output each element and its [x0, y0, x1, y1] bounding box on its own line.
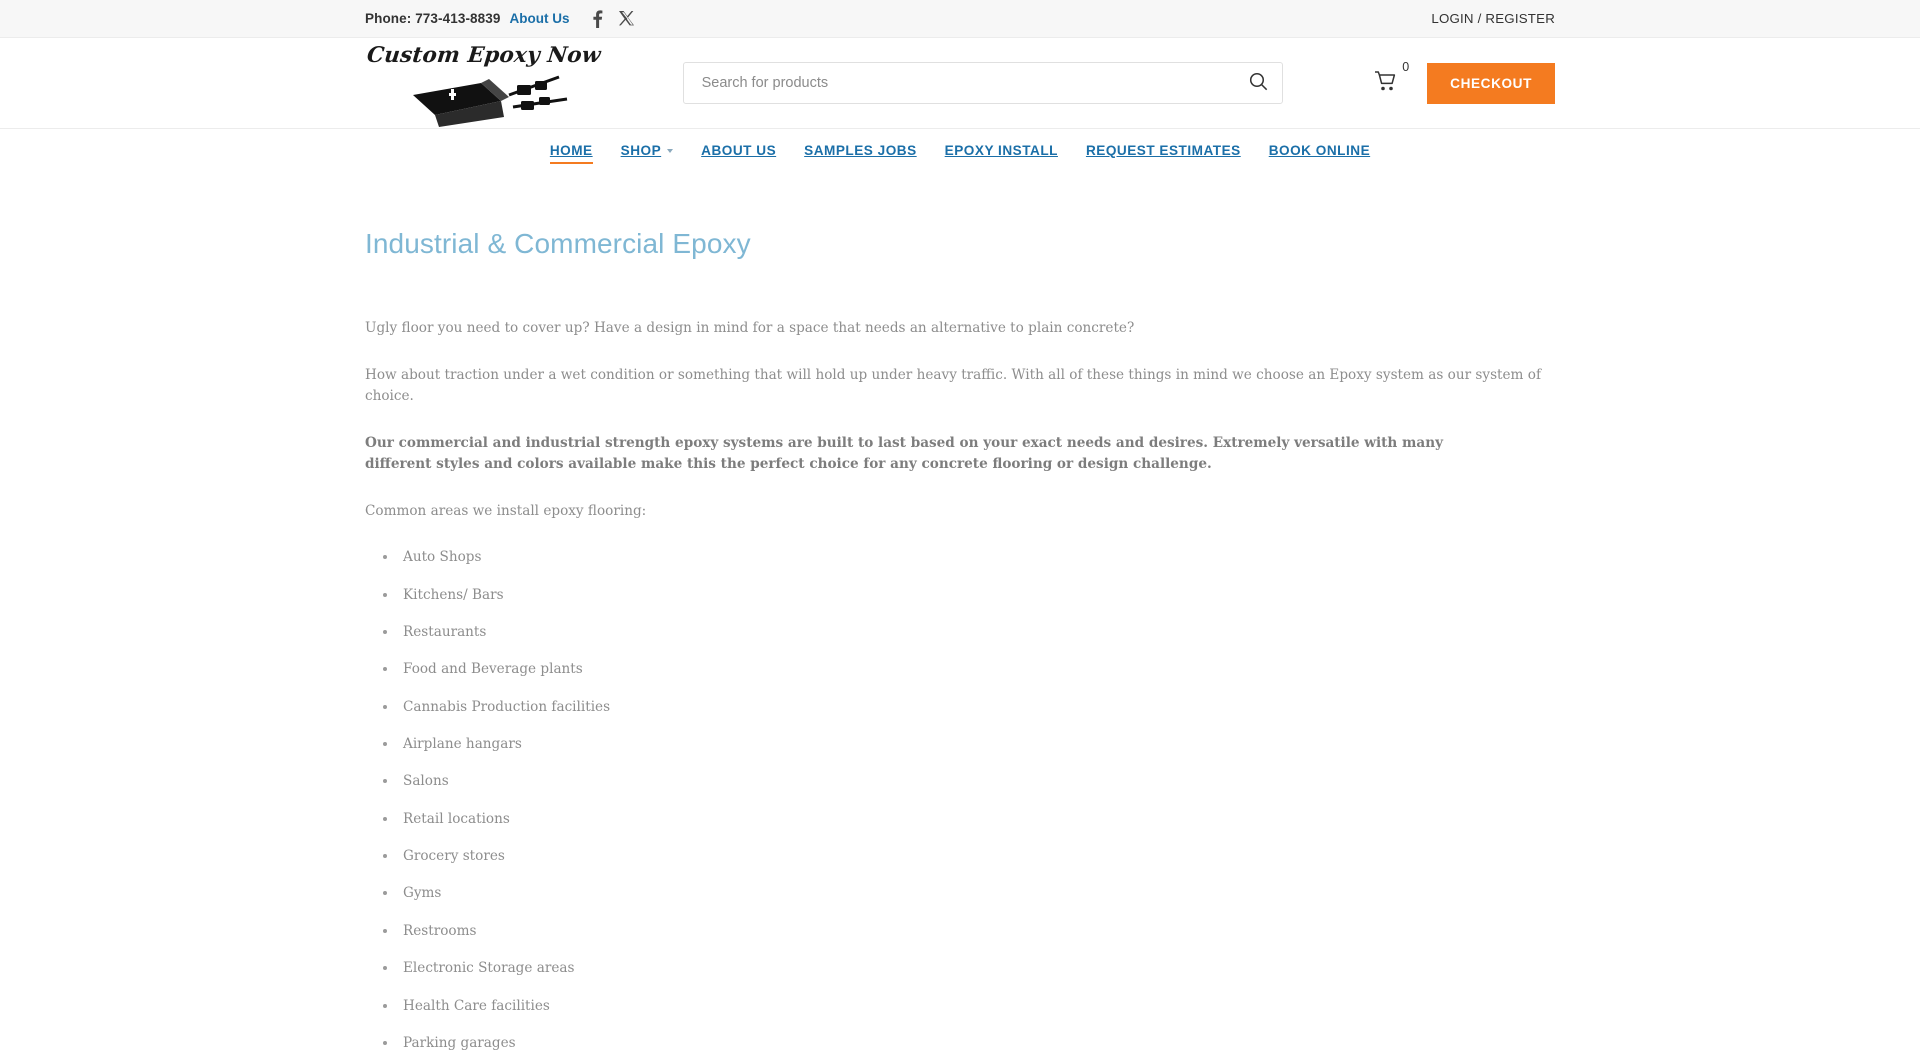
cart-button[interactable]: [1365, 60, 1410, 103]
page-content: [365, 172, 1555, 1052]
list-item: Kitchens/ Bars: [403, 586, 1555, 604]
list-item: Cannabis Production facilities: [403, 698, 1555, 716]
nav-item-home[interactable]: [536, 129, 607, 172]
logo-graphic: [409, 65, 599, 132]
search-input[interactable]: [700, 74, 1247, 92]
nav-item-label: ABOUT US: [701, 143, 777, 158]
page-title: Industrial & Commercial Epoxy: [365, 228, 751, 259]
search-icon: [1249, 72, 1268, 94]
nav-item-epoxy-install[interactable]: [931, 129, 1072, 172]
search-box[interactable]: [683, 62, 1283, 104]
chevron-down-icon: [667, 149, 673, 153]
list-item: Grocery stores: [403, 847, 1555, 865]
list-item: Auto Shops: [403, 548, 1555, 566]
list-item: Health Care facilities: [403, 997, 1555, 1015]
phone-label: Phone: 773-413-8839: [365, 11, 501, 26]
epoxy-areas-list: [365, 548, 1555, 1052]
site-header: [0, 38, 1920, 128]
paragraph-3-highlight: Our commercial and industrial strength epoxy systems are built to last based on your exact needs and desires. Extremely versatile with many different styles and colors available make this the perfect choice for any concrete flooring or design challenge.: [365, 435, 1444, 473]
topbar-about-us-link[interactable]: About Us: [509, 11, 570, 26]
paragraph-2: How about traction under a wet condition or something that will hold up under heavy traffic. With all of these things in mind we choose an Epoxy system as our system of choice.: [365, 367, 1541, 405]
list-item: Retail locations: [403, 810, 1555, 828]
nav-item-label: REQUEST ESTIMATES: [1085, 143, 1241, 158]
search-button[interactable]: [1247, 72, 1270, 94]
nav-item-label: SAMPLES JOBS: [804, 143, 917, 158]
list-item: Restrooms: [403, 922, 1555, 940]
nav-item-label: SHOP: [620, 143, 662, 158]
nav-item-label: HOME: [549, 143, 593, 158]
nav-item-about-us[interactable]: [687, 129, 790, 172]
page-body: [365, 318, 1555, 1052]
cart-count-badge: 0: [1402, 60, 1410, 74]
logo-wordmark: Custom Epoxy Now: [365, 43, 602, 68]
nav-item-shop[interactable]: [607, 129, 688, 172]
nav-item-book-online[interactable]: [1255, 129, 1384, 172]
list-item: Airplane hangars: [403, 735, 1555, 753]
site-logo[interactable]: [365, 39, 600, 127]
list-item: Food and Beverage plants: [403, 660, 1555, 678]
nav-item-samples-jobs[interactable]: [790, 129, 931, 172]
twitter-x-icon[interactable]: [619, 11, 634, 26]
paragraph-1: Ugly floor you need to cover up? Have a design in mind for a space that needs an alternative to plain concrete?: [365, 320, 1135, 336]
list-item: Gyms: [403, 884, 1555, 902]
list-item: Electronic Storage areas: [403, 959, 1555, 977]
top-bar: [0, 0, 1920, 38]
main-navigation: [0, 128, 1920, 172]
login-register-link[interactable]: LOGIN / REGISTER: [1431, 11, 1555, 26]
list-item: Salons: [403, 772, 1555, 790]
list-item: Parking garages: [403, 1034, 1555, 1052]
paragraph-4-intro: Common areas we install epoxy flooring:: [365, 503, 647, 520]
nav-item-request-estimates[interactable]: [1072, 129, 1255, 172]
list-item: Restaurants: [403, 623, 1555, 641]
facebook-icon[interactable]: [592, 10, 603, 28]
checkout-button[interactable]: CHECKOUT: [1427, 63, 1555, 104]
nav-item-label: EPOXY INSTALL: [944, 143, 1058, 158]
shopping-cart-icon: [1372, 68, 1398, 99]
nav-item-label: BOOK ONLINE: [1268, 143, 1371, 158]
